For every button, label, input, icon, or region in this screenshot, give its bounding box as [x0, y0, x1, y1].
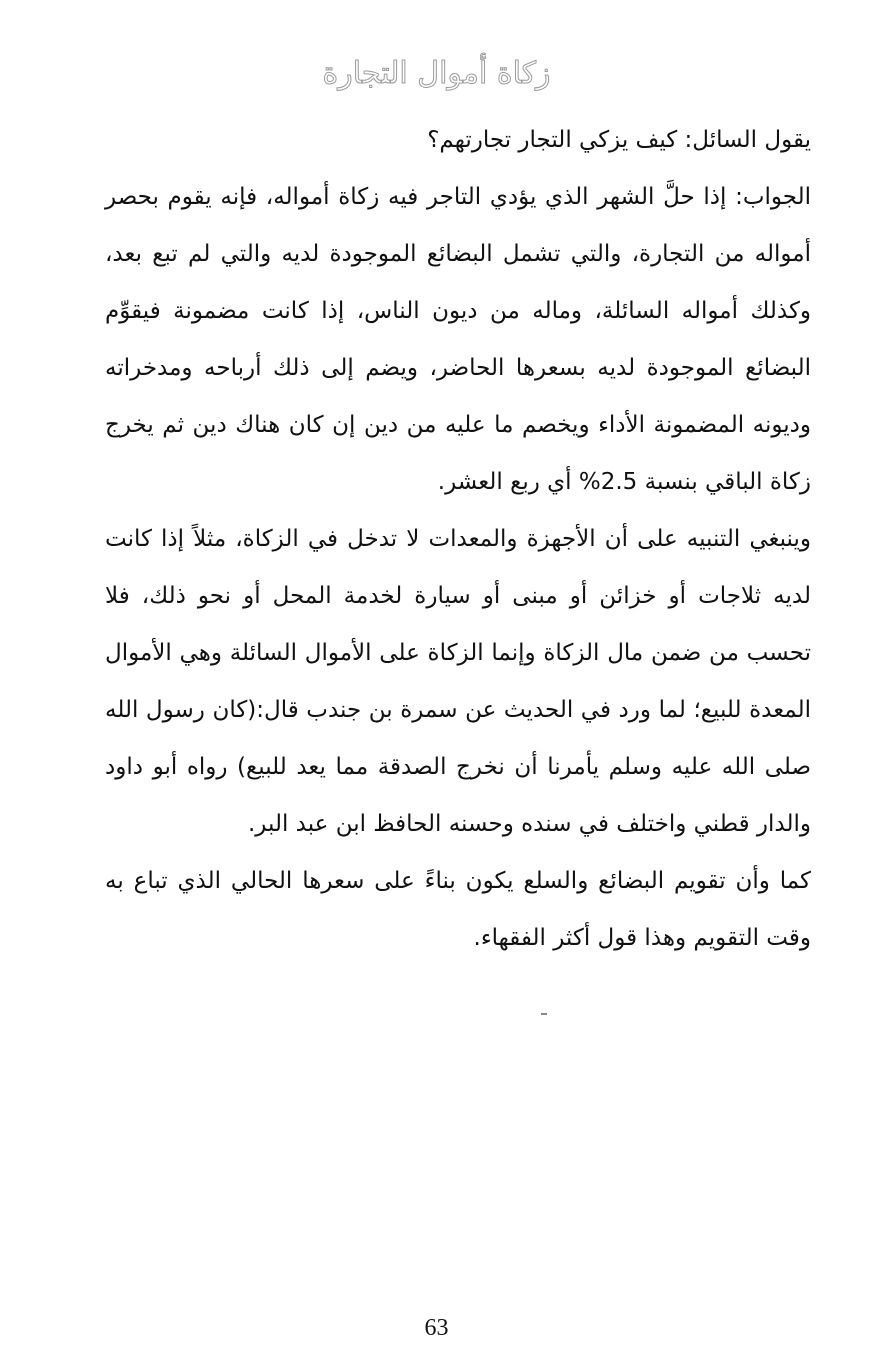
running-header-title: زكاة أموال التجارة	[322, 56, 551, 91]
page-number: 63	[424, 1315, 449, 1341]
body-text	[105, 112, 811, 967]
note-paragraph: وينبغي التنبيه على أن الأجهزة والمعدات لا تدخل في الزكاة، مثلاً إذا كانت لديه ثلاجات أو خزائن أو مبنى أو سيارة لخدمة المحل أو نحو ذلك، فلا تحسب من ضمن مال الزكاة وإنما الزكاة على الأموال السائلة وهي الأموال المعدة للبيع؛ لما ورد في الحديث عن سمرة بن جندب قال:(كان رسول الله صلى الله عليه وسلم يأمرنا أن نخرج الصدقة مما يعد للبيع) رواه أبو داود والدار قطني واختلف في سنده وحسنه الحافظ ابن عبد البر.	[105, 526, 811, 837]
answer-paragraph: الجواب: إذا حلَّ الشهر الذي يؤدي التاجر فيه زكاة أمواله، فإنه يقوم بحصر أمواله من التجارة، والتي تشمل البضائع الموجودة لديه والتي لم تبع بعد، وكذلك أمواله السائلة، وماله من ديون الناس، إذا كانت مضمونة فيقوِّم البضائع الموجودة لديه بسعرها الحاضر، ويضم إلى ذلك أرباحه ومدخراته وديونه المضمونة الأداء ويخصم ما عليه من دين إن كان هناك دين ثم يخرج زكاة الباقي بنسبة 2.5% أي ربع العشر.	[105, 184, 811, 495]
scan-fleck	[541, 1013, 547, 1015]
question-paragraph: يقول السائل: كيف يزكي التجار تجارتهم؟	[427, 127, 811, 153]
valuation-paragraph: كما وأن تقويم البضائع والسلع يكون بناءً على سعرها الحالي الذي تباع به وقت التقويم وهذا قول أكثر الفقهاء.	[105, 868, 811, 951]
